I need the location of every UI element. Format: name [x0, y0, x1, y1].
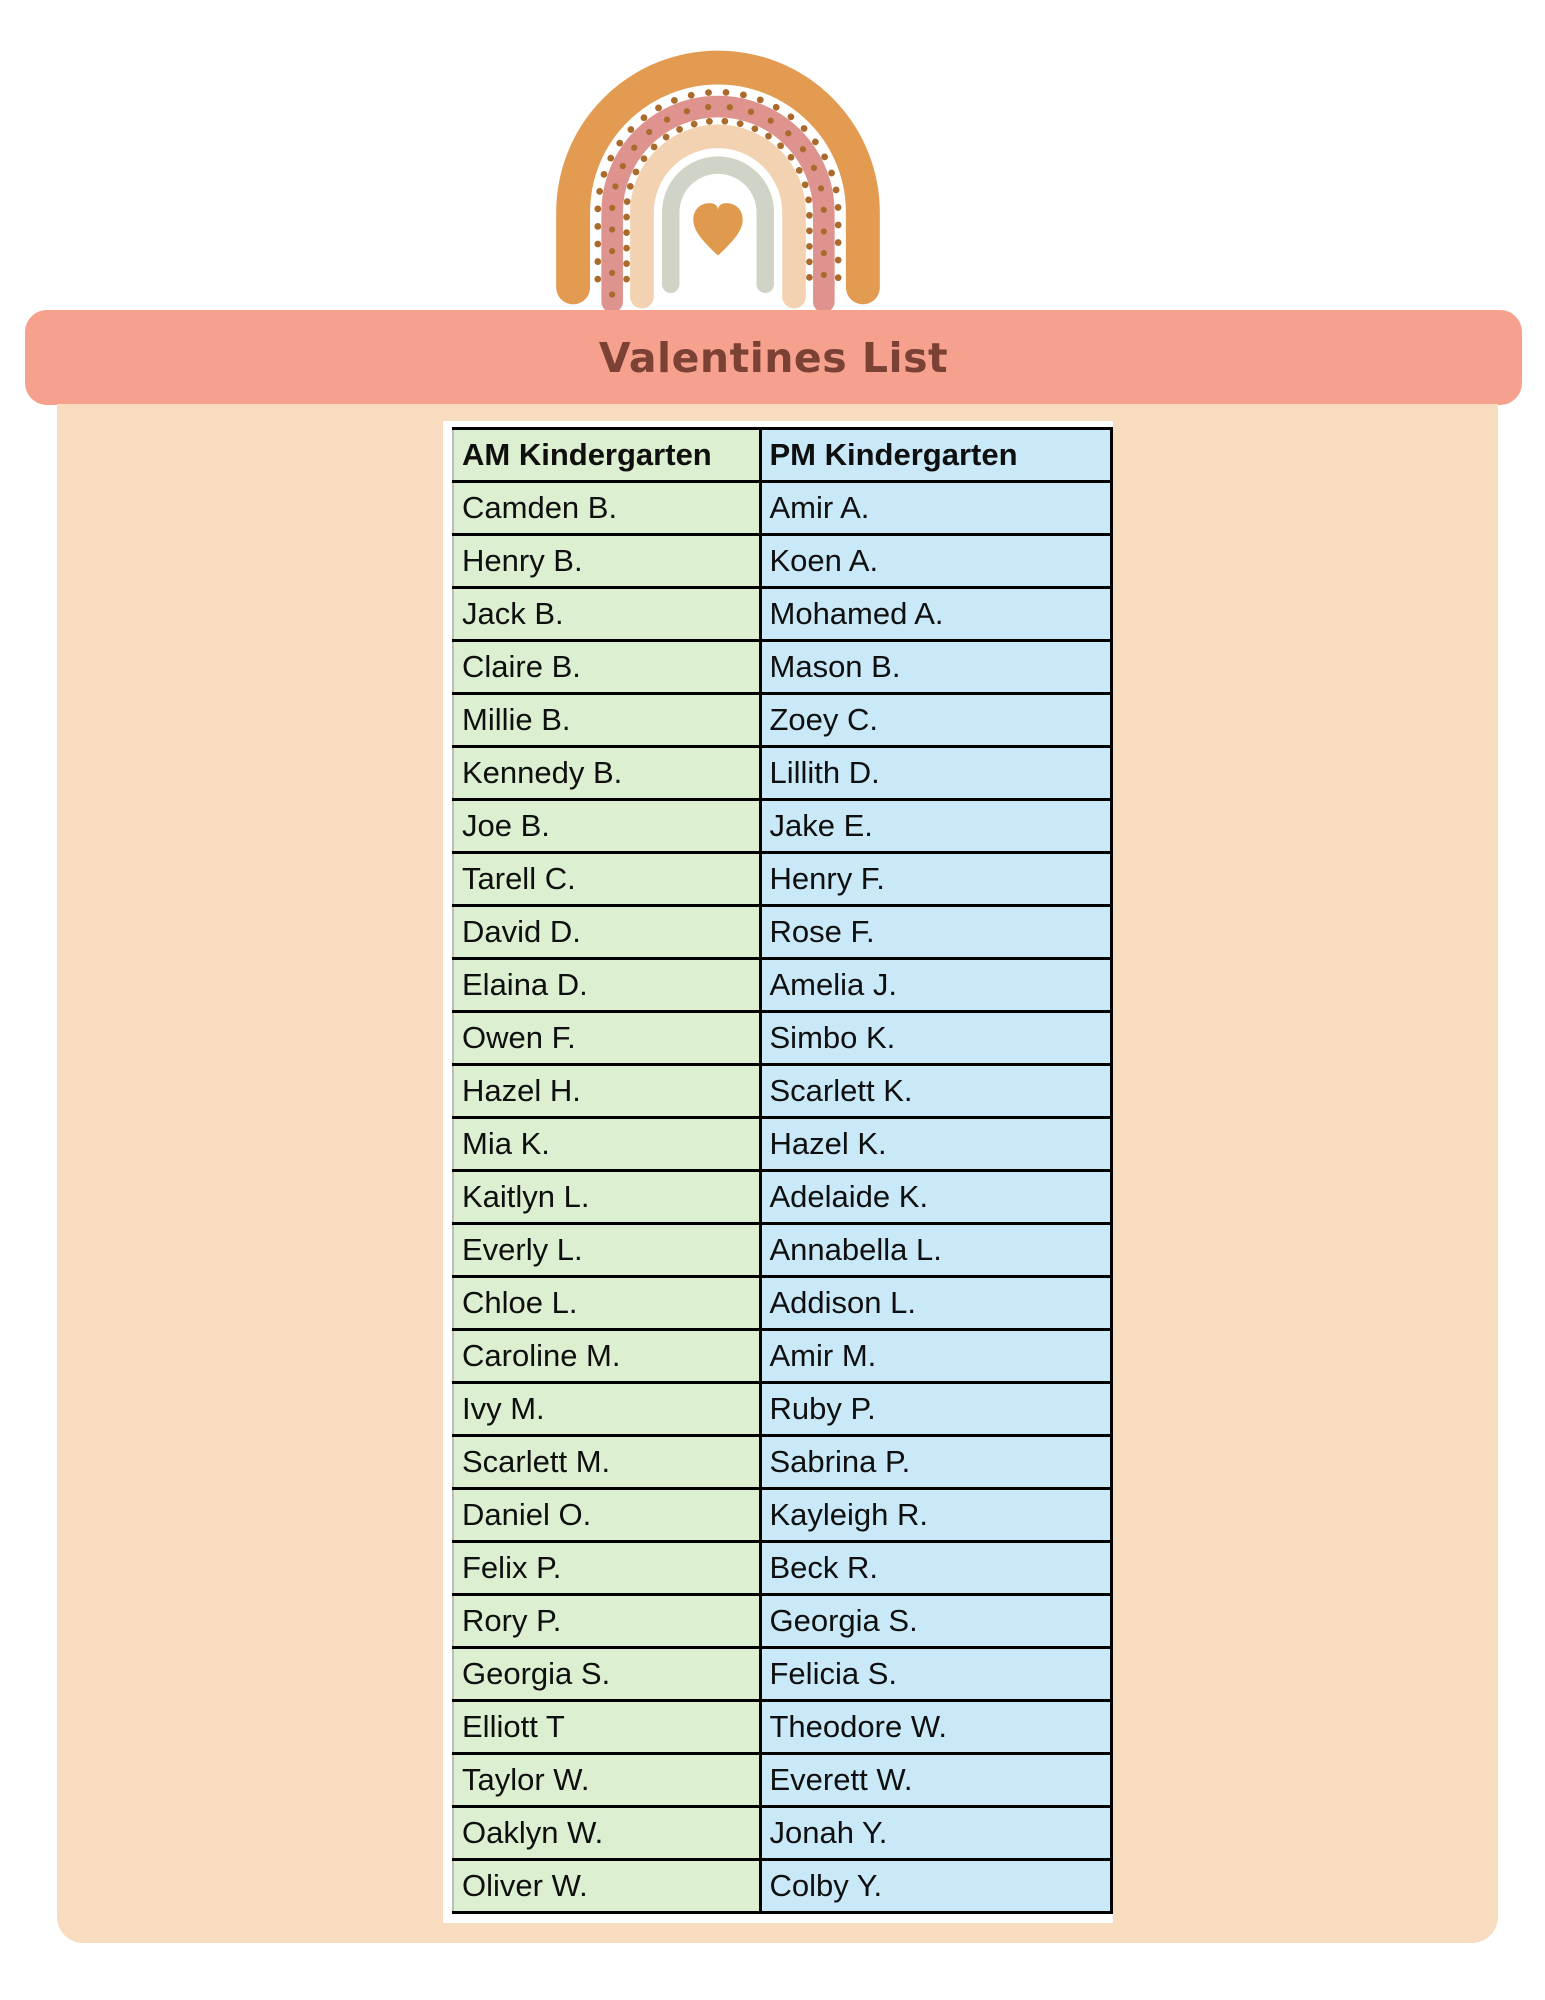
cell-am: Rory P. — [453, 1595, 760, 1648]
cell-pm: Georgia S. — [760, 1595, 1111, 1648]
cell-pm: Simbo K. — [760, 1012, 1111, 1065]
cell-pm: Beck R. — [760, 1542, 1111, 1595]
table-header-row — [453, 429, 1111, 482]
table-row — [453, 1277, 1111, 1330]
roster-table-wrapper — [443, 421, 1113, 1923]
table-row — [453, 1542, 1111, 1595]
cell-pm: Jonah Y. — [760, 1807, 1111, 1860]
cell-pm: Theodore W. — [760, 1701, 1111, 1754]
cell-am: Ivy M. — [453, 1383, 760, 1436]
cell-am: Kaitlyn L. — [453, 1171, 760, 1224]
table-row — [453, 1436, 1111, 1489]
table-row — [453, 747, 1111, 800]
table-row — [453, 1701, 1111, 1754]
cell-pm: Adelaide K. — [760, 1171, 1111, 1224]
cell-am: Jack B. — [453, 588, 760, 641]
cell-am: Millie B. — [453, 694, 760, 747]
cell-pm: Jake E. — [760, 800, 1111, 853]
cell-am: Scarlett M. — [453, 1436, 760, 1489]
cell-pm: Kayleigh R. — [760, 1489, 1111, 1542]
cell-am: Hazel H. — [453, 1065, 760, 1118]
cell-pm: Sabrina P. — [760, 1436, 1111, 1489]
table-row — [453, 1118, 1111, 1171]
table-row — [453, 800, 1111, 853]
cell-pm: Scarlett K. — [760, 1065, 1111, 1118]
cell-pm: Everett W. — [760, 1754, 1111, 1807]
cell-am: Henry B. — [453, 535, 760, 588]
table-row — [453, 1224, 1111, 1277]
table-row — [453, 1171, 1111, 1224]
table-row — [453, 641, 1111, 694]
page-title: Valentines List — [598, 333, 949, 382]
cell-am: Oliver W. — [453, 1860, 760, 1913]
cell-am: Chloe L. — [453, 1277, 760, 1330]
cell-am: Joe B. — [453, 800, 760, 853]
table-row — [453, 853, 1111, 906]
table-row — [453, 959, 1111, 1012]
table-row — [453, 906, 1111, 959]
cell-am: Daniel O. — [453, 1489, 760, 1542]
cell-am: Elliott T — [453, 1701, 760, 1754]
table-row — [453, 1012, 1111, 1065]
table-row — [453, 1489, 1111, 1542]
cell-pm: Felicia S. — [760, 1648, 1111, 1701]
cell-pm: Colby Y. — [760, 1860, 1111, 1913]
table-row — [453, 1330, 1111, 1383]
cell-pm: Amelia J. — [760, 959, 1111, 1012]
cell-am: Claire B. — [453, 641, 760, 694]
table-header-am: AM Kindergarten — [453, 429, 760, 482]
cell-pm: Rose F. — [760, 906, 1111, 959]
cell-am: Oaklyn W. — [453, 1807, 760, 1860]
table-row — [453, 482, 1111, 535]
cell-pm: Addison L. — [760, 1277, 1111, 1330]
content-panel — [57, 404, 1498, 1943]
title-bar — [25, 310, 1522, 405]
table-row — [453, 1383, 1111, 1436]
heart-icon — [693, 203, 742, 255]
cell-pm: Mohamed A. — [760, 588, 1111, 641]
cell-am: Felix P. — [453, 1542, 760, 1595]
cell-pm: Henry F. — [760, 853, 1111, 906]
table-row — [453, 535, 1111, 588]
cell-pm: Ruby P. — [760, 1383, 1111, 1436]
cell-pm: Lillith D. — [760, 747, 1111, 800]
cell-am: Camden B. — [453, 482, 760, 535]
table-row — [453, 1860, 1111, 1913]
cell-am: Mia K. — [453, 1118, 760, 1171]
roster-table — [452, 427, 1113, 1914]
rainbow-illustration — [527, 48, 909, 310]
cell-am: David D. — [453, 906, 760, 959]
cell-am: Caroline M. — [453, 1330, 760, 1383]
cell-pm: Mason B. — [760, 641, 1111, 694]
cell-am: Georgia S. — [453, 1648, 760, 1701]
table-row — [453, 694, 1111, 747]
table-row — [453, 1595, 1111, 1648]
cell-am: Elaina D. — [453, 959, 760, 1012]
cell-am: Taylor W. — [453, 1754, 760, 1807]
table-header-pm: PM Kindergarten — [760, 429, 1111, 482]
table-row — [453, 1807, 1111, 1860]
cell-pm: Annabella L. — [760, 1224, 1111, 1277]
table-row — [453, 1754, 1111, 1807]
cell-am: Tarell C. — [453, 853, 760, 906]
cell-am: Kennedy B. — [453, 747, 760, 800]
table-row — [453, 1648, 1111, 1701]
cell-pm: Amir M. — [760, 1330, 1111, 1383]
cell-am: Everly L. — [453, 1224, 760, 1277]
cell-pm: Zoey C. — [760, 694, 1111, 747]
cell-am: Owen F. — [453, 1012, 760, 1065]
cell-pm: Hazel K. — [760, 1118, 1111, 1171]
table-row — [453, 588, 1111, 641]
cell-pm: Amir A. — [760, 482, 1111, 535]
cell-pm: Koen A. — [760, 535, 1111, 588]
table-row — [453, 1065, 1111, 1118]
